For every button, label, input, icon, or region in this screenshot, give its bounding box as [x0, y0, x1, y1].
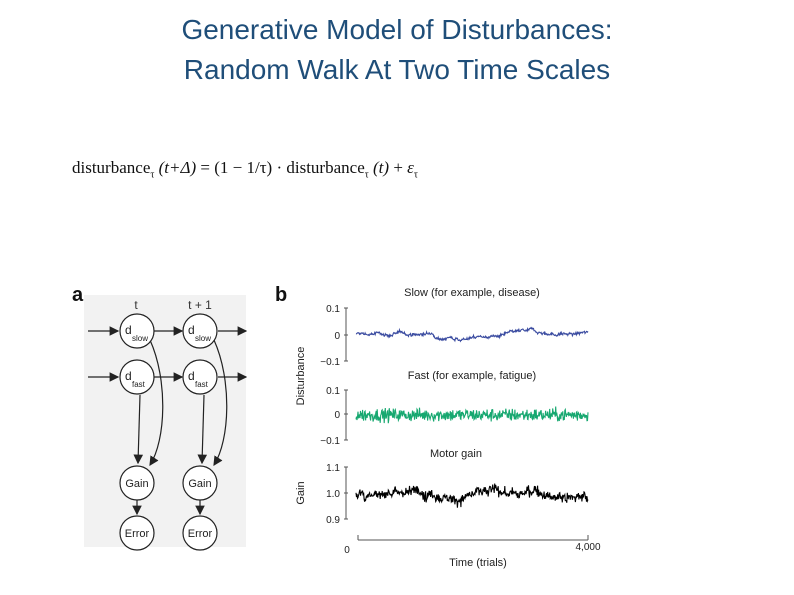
eq-dot: · [276, 158, 283, 177]
svg-text:d: d [125, 369, 132, 383]
panel-b-letter: b [275, 284, 288, 306]
eq-plus: + [393, 158, 403, 177]
panel-a-background [84, 295, 246, 547]
panel-a-letter: a [72, 284, 84, 306]
column-label-t1: t + 1 [188, 298, 212, 312]
x-axis-label: Time (trials) [449, 557, 507, 569]
eq-lhs-sub: τ [150, 169, 155, 181]
eq-equals: = [200, 158, 210, 177]
svg-text:d: d [188, 323, 195, 337]
node-d-slow-t1 [183, 314, 217, 348]
title-line-1: Generative Model of Disturbances: [181, 14, 613, 45]
eq-lhs-word: disturbance [72, 158, 151, 177]
y-tick-0-0: 0.1 [326, 304, 340, 315]
y-tick-2-2: 0.9 [326, 515, 340, 526]
y-tick-2-1: 1.0 [326, 489, 340, 500]
series-line-1 [356, 407, 588, 424]
svg-text:Error: Error [124, 528, 150, 540]
eq-noise: ε [407, 158, 414, 177]
subplot-title-0: Slow (for example, disease) [404, 287, 540, 299]
svg-text:slow: slow [195, 334, 212, 343]
eq-noise-sub: τ [413, 169, 418, 181]
eq-lhs-arg: (t+Δ) [158, 158, 197, 177]
y-tick-1-1: 0 [334, 410, 340, 421]
y-tick-2-0: 1.1 [326, 463, 340, 474]
node-d-slow-t [120, 314, 154, 348]
y-tick-1-0: 0.1 [326, 386, 340, 397]
node-gain-t [120, 466, 154, 500]
eq-rhs-arg: (t) [373, 158, 390, 177]
title-line-2: Random Walk At Two Time Scales [183, 54, 611, 85]
node-d-fast-t1 [183, 360, 217, 394]
x-tick-4000: 4,000 [575, 542, 601, 553]
svg-text:Gain: Gain [188, 478, 212, 490]
x-tick-0: 0 [344, 545, 350, 556]
y-label-disturbance: Disturbance [295, 346, 307, 406]
y-tick-0-2: −0.1 [320, 357, 340, 368]
node-d-fast-t [120, 360, 154, 394]
svg-text:slow: slow [132, 334, 149, 343]
svg-text:Error: Error [187, 528, 213, 540]
column-label-t: t [134, 298, 138, 312]
svg-text:Gain: Gain [125, 478, 149, 490]
node-error-t1 [183, 516, 217, 550]
series-line-2 [356, 484, 588, 508]
node-gain-t1 [183, 466, 217, 500]
panel-b-timeseries [320, 287, 588, 526]
eq-factor: (1 − 1/τ) [214, 158, 273, 177]
svg-text:d: d [125, 323, 132, 337]
eq-rhs-word: disturbance [286, 158, 365, 177]
node-error-t [120, 516, 154, 550]
subplot-title-1: Fast (for example, fatigue) [407, 370, 537, 382]
eq-rhs-sub: τ [364, 169, 369, 181]
subplot-title-2: Motor gain [430, 448, 482, 460]
y-label-gain: Gain [295, 481, 307, 505]
svg-text:fast: fast [195, 380, 208, 389]
y-tick-0-1: 0 [334, 331, 340, 342]
y-tick-1-2: −0.1 [320, 436, 340, 447]
svg-text:fast: fast [132, 380, 145, 389]
svg-text:d: d [188, 369, 195, 383]
series-line-0 [356, 328, 588, 342]
